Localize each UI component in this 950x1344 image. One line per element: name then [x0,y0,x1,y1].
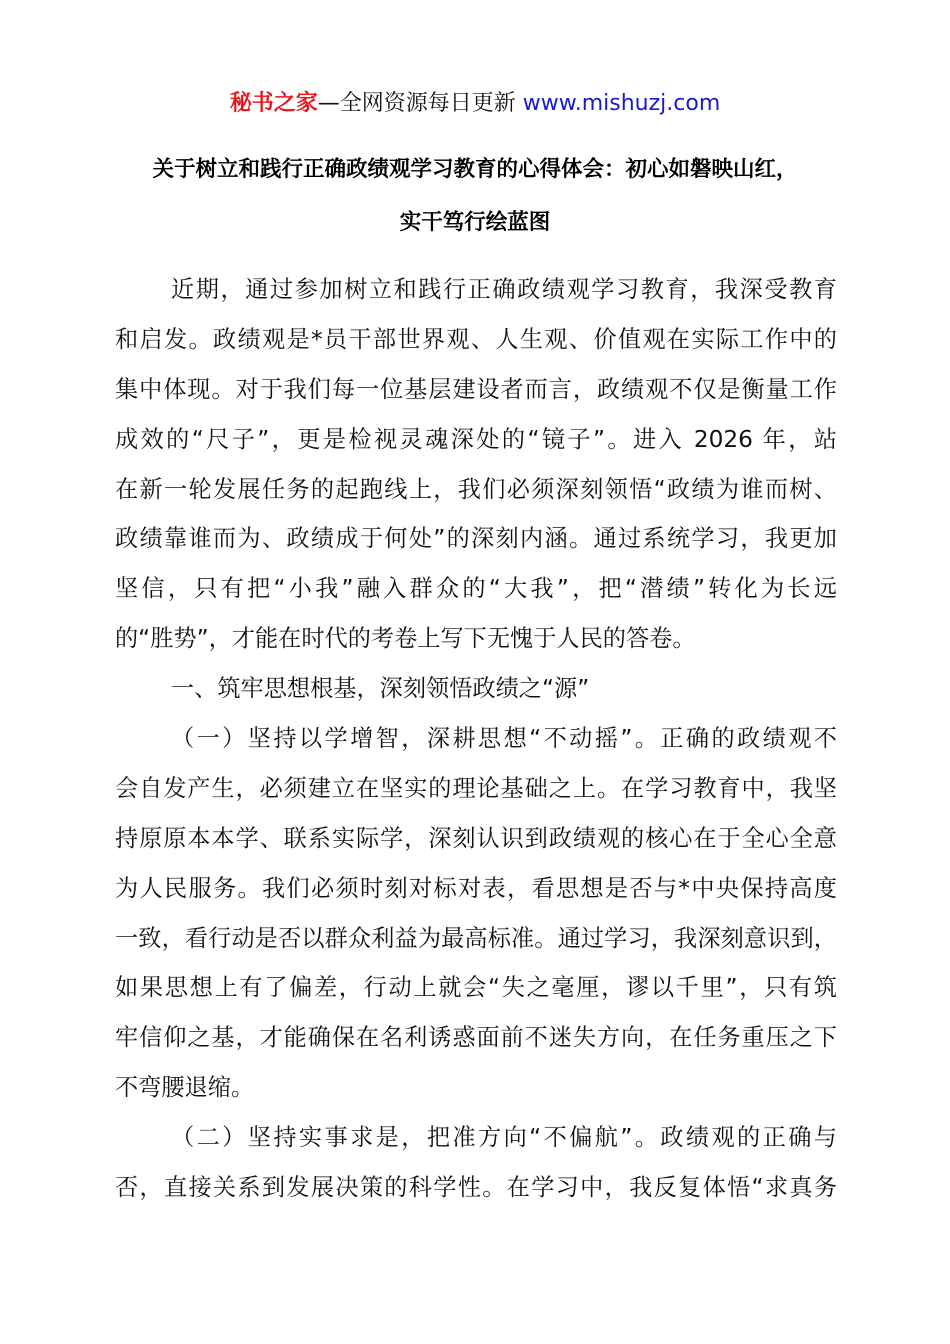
paragraph-line: 和启发。政绩观是*员干部世界观、人生观、价值观在实际工作中的 [115,325,837,353]
paragraph-line: 为人民服务。我们必须时刻对标对表，看思想是否与*中央保持高度 [115,874,837,902]
paragraph-line: 在新一轮发展任务的起跑线上，我们必须深刻领悟“政绩为谁而树、 [115,475,837,503]
paragraph-line: 不弯腰退缩。 [115,1074,255,1102]
document-body [115,272,837,1220]
section-heading: 一、筑牢思想根基，深刻领悟政绩之“源” [171,675,590,703]
paragraph-line: 否，直接关系到发展决策的科学性。在学习中，我反复体悟“求真务 [115,1174,837,1202]
paragraph-line: 一致，看行动是否以群众利益为最高标准。通过学习，我深刻意识到， [115,924,837,952]
paragraph-line: 的“胜势”，才能在时代的考卷上写下无愧于人民的答卷。 [115,625,696,653]
title-line: 关于树立和践行正确政绩观学习教育的心得体会：初心如磐映山红， [152,157,798,182]
paragraph-line: （二）坚持实事求是，把准方向“不偏航”。政绩观的正确与 [171,1124,837,1152]
paragraph-line: （一）坚持以学增智，深耕思想“不动摇”。正确的政绩观不 [171,725,837,753]
site-url-link[interactable]: www.mishuzj.com [522,91,721,116]
paragraph-line: 坚信，只有把“小我”融入群众的“大我”，把“潜绩”转化为长远 [115,575,837,603]
site-tagline: —全网资源每日更新 [317,91,523,116]
site-header [0,89,950,119]
paragraph-line: 集中体现。对于我们每一位基层建设者而言，政绩观不仅是衡量工作 [115,375,837,403]
title-line: 实干笃行绘蓝图 [399,210,551,235]
paragraph-line: 成效的“尺子”，更是检视灵魂深处的“镜子”。进入 2026 年，站 [115,425,837,453]
site-name: 秘书之家 [229,91,318,116]
document-title [100,143,850,249]
paragraph-line: 如果思想上有了偏差，行动上就会“失之毫厘，谬以千里”，只有筑 [115,974,837,1002]
paragraph-line: 牢信仰之基，才能确保在名利诱惑面前不迷失方向，在任务重压之下 [115,1024,837,1052]
paragraph-line: 近期，通过参加树立和践行正确政绩观学习教育，我深受教育 [171,276,837,303]
paragraph-line: 政绩靠谁而为、政绩成于何处”的深刻内涵。通过系统学习，我更加 [115,525,837,553]
paragraph-line: 会自发产生，必须建立在坚实的理论基础之上。在学习教育中，我坚 [115,774,837,802]
paragraph-line: 持原原本本学、联系实际学，深刻认识到政绩观的核心在于全心全意 [115,824,837,852]
